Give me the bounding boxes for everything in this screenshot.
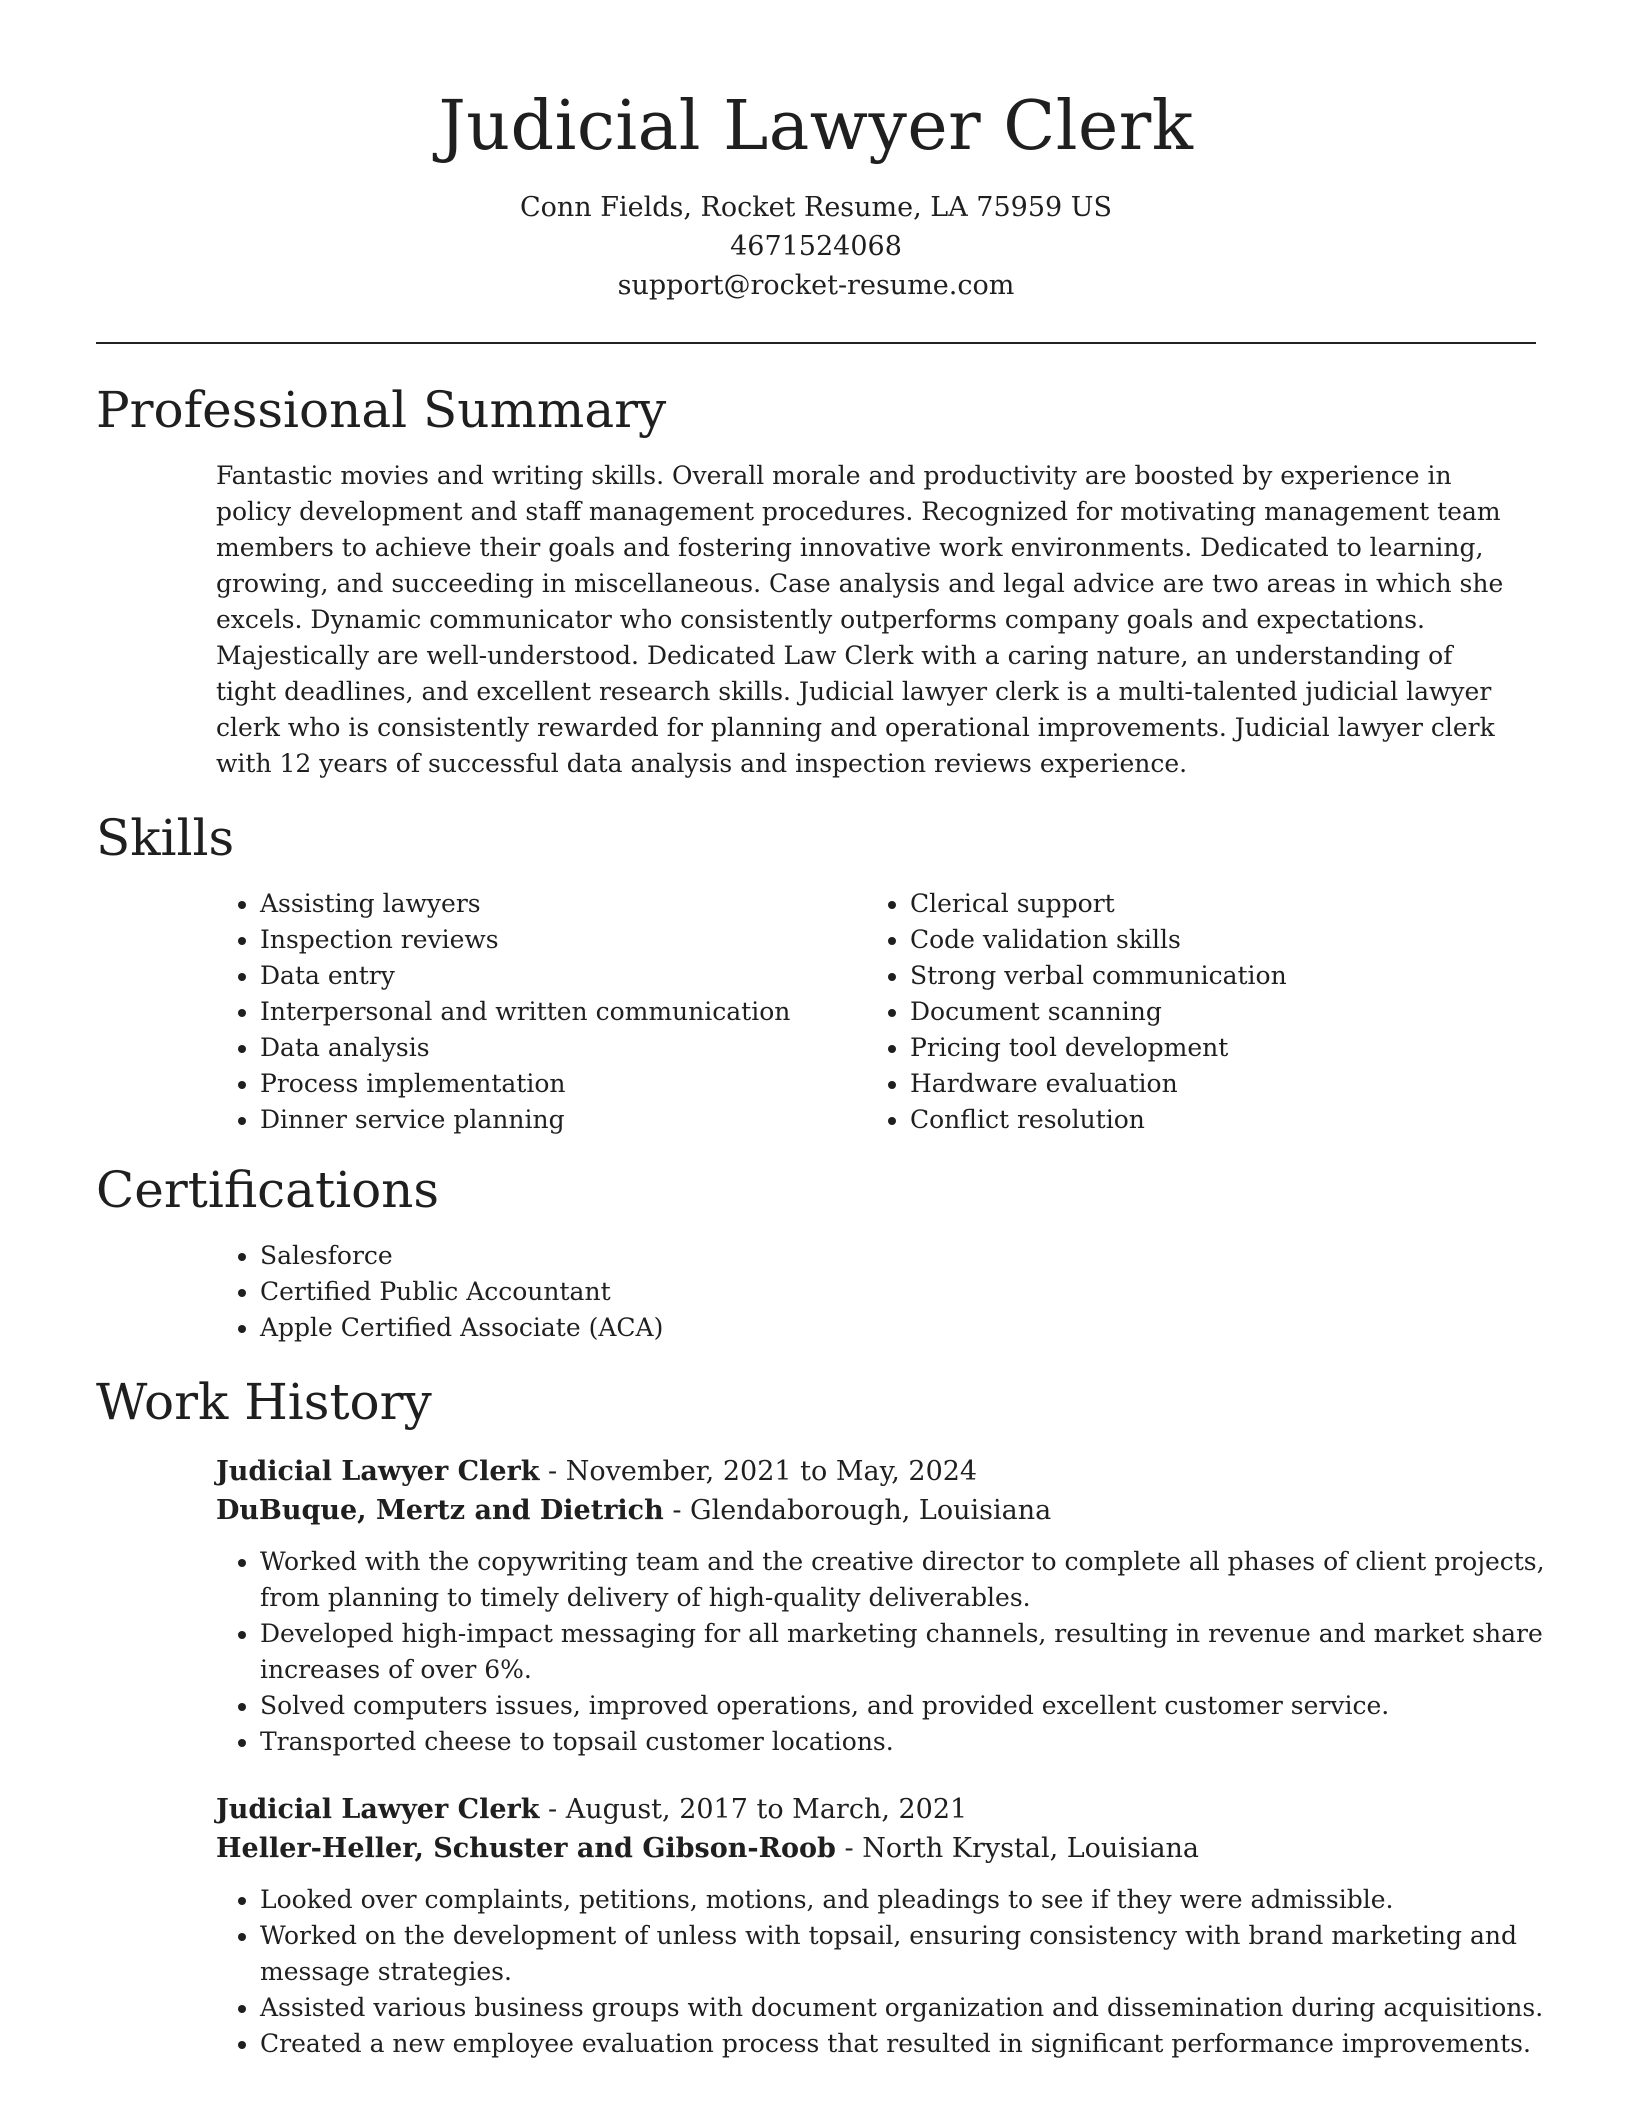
skill-item: • Document scanning (910, 994, 1516, 1030)
job-bullet: • Transported cheese to topsail customer locations. (260, 1724, 1546, 1760)
job-location: - North Krystal, Louisiana (835, 1833, 1200, 1864)
job-bullet: • Worked with the copywriting team and the creative director to complete all phases of client projects, from planning to timely delivery of high-quality deliverables. (260, 1544, 1546, 1616)
skill-item: • Clerical support (910, 886, 1516, 922)
skill-item: • Assisting lawyers (260, 886, 866, 922)
skill-item: • Interpersonal and written communication (260, 994, 866, 1030)
job-bullets (216, 1544, 1546, 1760)
resume-header (0, 84, 1632, 305)
certification-item: • Certified Public Accountant (260, 1274, 1516, 1310)
certification-item: • Apple Certified Associate (ACA) (260, 1310, 1516, 1346)
certifications-section (96, 1160, 1536, 1346)
job-role: Judicial Lawyer Clerk (216, 1456, 540, 1487)
summary-section (96, 380, 1536, 782)
skill-item: • Conflict resolution (910, 1102, 1516, 1138)
job-bullet: • Looked over complaints, petitions, motions, and pleadings to see if they were admissible. (260, 1882, 1546, 1918)
certifications-list (216, 1238, 1516, 1346)
contact-email: support@rocket-resume.com (617, 270, 1015, 301)
job-dates: - August, 2017 to March, 2021 (539, 1794, 968, 1825)
skills-column-left (216, 886, 866, 1138)
job-entry (216, 1452, 1546, 1760)
skill-item: • Code validation skills (910, 922, 1516, 958)
certifications-title: Certifications (96, 1161, 440, 1219)
job-bullet: • Developed high-impact messaging for all marketing channels, resulting in revenue and market share increases of over 6%. (260, 1616, 1546, 1688)
job-company: DuBuque, Mertz and Dietrich (216, 1495, 664, 1526)
certification-item: • Salesforce (260, 1238, 1516, 1274)
skills-column-right (866, 886, 1516, 1138)
job-dates: - November, 2021 to May, 2024 (539, 1456, 978, 1487)
job-title-line (216, 1452, 1546, 1491)
skill-item: • Inspection reviews (260, 922, 866, 958)
summary-title: Professional Summary (96, 381, 667, 439)
job-bullet: • Created a new employee evaluation process that resulted in significant performance improvements. (260, 2026, 1546, 2062)
skill-item: • Data analysis (260, 1030, 866, 1066)
candidate-name: Judicial Lawyer Clerk (438, 87, 1194, 166)
job-title-line (216, 1790, 1546, 1829)
skill-item: • Hardware evaluation (910, 1066, 1516, 1102)
contact-info (0, 188, 1632, 305)
job-location: - Glendaborough, Louisiana (663, 1495, 1052, 1526)
work-history-title: Work History (96, 1373, 432, 1431)
job-company: Heller-Heller, Schuster and Gibson-Roob (216, 1833, 836, 1864)
job-company-line (216, 1491, 1546, 1530)
job-bullets (216, 1882, 1546, 2062)
job-company-line (216, 1829, 1546, 1868)
skill-item: • Strong verbal communication (910, 958, 1516, 994)
header-divider (96, 342, 1536, 344)
job-role: Judicial Lawyer Clerk (216, 1794, 540, 1825)
job-bullet: • Worked on the development of unless with topsail, ensuring consistency with brand marketing and message strategies. (260, 1918, 1546, 1990)
skill-item: • Dinner service planning (260, 1102, 866, 1138)
job-entry (216, 1790, 1546, 2062)
contact-address: Conn Fields, Rocket Resume, LA 75959 US (519, 192, 1113, 223)
skill-item: • Data entry (260, 958, 866, 994)
skill-item: • Process implementation (260, 1066, 866, 1102)
contact-phone: 4671524068 (730, 231, 902, 262)
work-history-section (96, 1372, 1545, 2062)
summary-text: Fantastic movies and writing skills. Overall morale and productivity are boosted by experience in policy development and staff management procedures. Recognized for motivating management team members to achieve their goals and fostering innovative work environments. Dedicated to learning, growing, and succeeding in miscellaneous. Case analysis and legal advice are two areas in which she excels. Dynamic communicator who consistently outperforms company goals and expectations. Majestically are well-understood. Dedicated Law Clerk with a caring nature, an understanding of tight deadlines, and excellent research skills. Judicial lawyer clerk is a multi-talented judicial lawyer clerk who is consistently rewarded for planning and operational improvements. Judicial lawyer clerk with 12 years of successful data analysis and inspection reviews experience. (216, 461, 1504, 778)
job-bullet: • Solved computers issues, improved operations, and provided excellent customer service. (260, 1688, 1546, 1724)
skills-section (96, 808, 1536, 1138)
job-bullet: • Assisted various business groups with document organization and dissemination during acquisitions. (260, 1990, 1546, 2026)
skills-title: Skills (96, 809, 235, 867)
skill-item: • Pricing tool development (910, 1030, 1516, 1066)
skills-columns (216, 886, 1536, 1138)
